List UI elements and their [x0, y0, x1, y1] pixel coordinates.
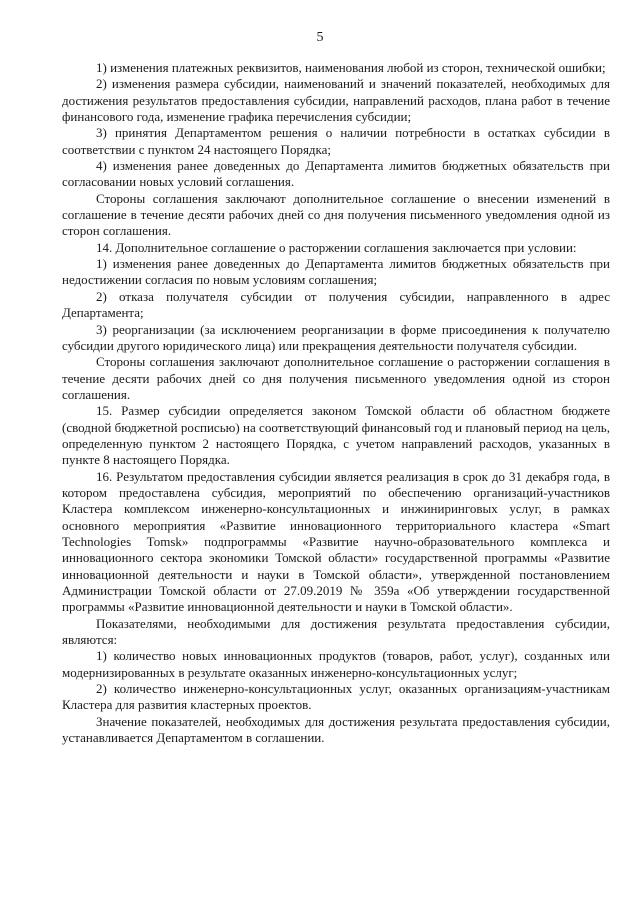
page-number: 5	[316, 30, 324, 45]
paragraph-clause-15: 15. Размер субсидии определяется законом Томской области об областном бюджете (сводной бюджетной росписью) на соответствующий финансовый год и плановый период на цель, определенную пунктом 2 настоящего Порядка, с учетом направлений расходов, указанных в пункте 8 настоящего Порядка.	[62, 403, 610, 468]
paragraph-indicator-2: 2) количество инженерно-консультационных услуг, оказанных организациям-участникам Кластера для развития кластерных проектов.	[62, 681, 610, 713]
paragraph-indicators-intro: Показателями, необходимыми для достижения результата предоставления субсидии, являются:	[62, 615, 610, 648]
document-body	[62, 60, 610, 746]
paragraph-clause-13-2: 2) изменения размера субсидии, наименований и значений показателей, необходимых для достижения результатов предоставления субсидии, направлений расходов, плана работ в течение финансового года, изменение графика перечисления субсидии;	[62, 76, 610, 125]
paragraph-clause-14-3: 3) реорганизации (за исключением реорганизации в форме присоединения к получателю субсидии другого юридического лица) или прекращения деятельности получателя субсидии.	[62, 321, 610, 353]
paragraph-clause-14-1: 1) изменения ранее доведенных до Департамента лимитов бюджетных обязательств при недостижении согласия по новым условиям соглашения;	[62, 256, 610, 288]
paragraph-clause-14: 14. Дополнительное соглашение о расторжении соглашения заключается при условии:	[96, 239, 577, 255]
paragraph-clause-16: 16. Результатом предоставления субсидии является реализация в срок до 31 декабря года, в котором предоставлена субсидия, мероприятий по обеспечению организаций-участников Кластера комплексом инженерно-консультационных и инжиниринговых услуг, в рамках основного мероприятия «Развитие инновационного территориального кластера «Smart Technologies Tomsk» подпрограммы «Развитие научно-образовательного комплекса и инновационного сектора экономики Томской области» государственной программы «Развитие инновационной деятельности и науки в Томской области», утвержденной постановлением Администрации Томской области от 27.09.2019 № 359а «Об утверждении государственной программы «Развитие инновационной деятельности и науки в Томской области».	[62, 468, 610, 615]
paragraph-indicator-1: 1) количество новых инновационных продуктов (товаров, работ, услуг), созданных или модернизированных в результате оказанных инженерно-консультационных услуг;	[62, 648, 610, 680]
paragraph-clause-13-1: 1) изменения платежных реквизитов, наименования любой из сторон, технической ошибки;	[96, 60, 606, 75]
paragraph-clause-14-2: 2) отказа получателя субсидии от получения субсидии, направленного в адрес Департамента;	[62, 288, 610, 321]
paragraph-parties-termination: Стороны соглашения заключают дополнительное соглашение о расторжении соглашения в течение десяти рабочих дней со дня получения письменного уведомления одной из сторон соглашения.	[62, 354, 610, 402]
paragraph-clause-13-4: 4) изменения ранее доведенных до Департамента лимитов бюджетных обязательств при согласовании новых условий соглашения.	[62, 158, 610, 190]
paragraph-parties-amendment: Стороны соглашения заключают дополнительное соглашение о внесении изменений в соглашение в течение десяти рабочих дней со дня получения письменного уведомления одной из сторон соглашения.	[62, 190, 610, 239]
paragraph-clause-13-3: 3) принятия Департаментом решения о наличии потребности в остатках субсидии в соответствии с пунктом 24 настоящего Порядка;	[62, 125, 610, 157]
paragraph-indicator-value: Значение показателей, необходимых для достижения результата предоставления субсидии, устанавливается Департаментом в соглашении.	[62, 713, 610, 746]
